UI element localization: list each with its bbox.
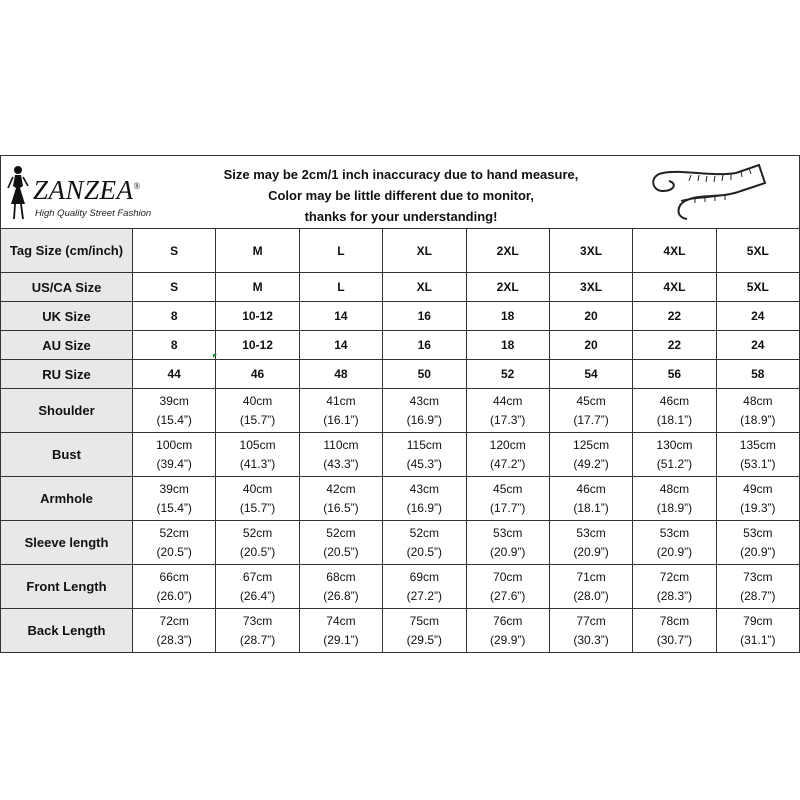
cm-value: 115cm [406, 437, 442, 452]
inch-value: (15.7”) [239, 500, 276, 515]
cm-value: 105cm [239, 437, 276, 452]
inch-value: (29.9”) [490, 632, 526, 647]
inch-value: (17.7”) [573, 412, 609, 427]
corner-mark [213, 354, 217, 358]
size-cell: 56 [633, 360, 716, 389]
inch-value: (28.3”) [656, 588, 693, 603]
size-cell: 14 [299, 302, 382, 331]
inch-value: (16.9”) [406, 500, 442, 515]
inch-value: (20.9”) [573, 544, 609, 559]
cm-value: 40cm [242, 481, 273, 496]
inch-value: (20.9”) [490, 544, 526, 559]
measurement-cell [133, 433, 216, 477]
inch-value: (20.5”) [406, 544, 442, 559]
inch-value: (29.1”) [323, 632, 359, 647]
row-label: Bust [1, 433, 133, 477]
inch-value: (30.7”) [656, 632, 693, 647]
cm-value: 72cm [159, 613, 189, 628]
measurement-cell [383, 389, 466, 433]
inch-value: (18.1”) [656, 412, 693, 427]
size-cell: S [133, 273, 216, 302]
measurement-cell [216, 521, 299, 565]
size-cell: L [299, 229, 382, 273]
cm-value: 73cm [743, 569, 773, 584]
size-cell: 10-12 [216, 302, 299, 331]
cm-value: 52cm [159, 525, 189, 540]
size-cell: 44 [133, 360, 216, 389]
notice-line: thanks for your understanding! [304, 209, 498, 224]
inch-value: (28.7”) [740, 588, 776, 603]
size-cell: XL [383, 273, 466, 302]
measurement-cell [633, 433, 716, 477]
measurement-cell [133, 521, 216, 565]
cm-value: 68cm [326, 569, 356, 584]
cm-value: 46cm [576, 481, 606, 496]
inch-value: (39.4”) [156, 456, 192, 471]
measurement-cell [299, 433, 382, 477]
cm-value: 77cm [576, 613, 606, 628]
measurement-cell [383, 565, 466, 609]
cm-value: 70cm [493, 569, 523, 584]
measurement-cell [716, 389, 799, 433]
cm-value: 39cm [159, 481, 189, 496]
cm-value: 67cm [242, 569, 273, 584]
brand-logo [5, 162, 175, 224]
cm-value: 73cm [242, 613, 273, 628]
measurement-cell [716, 609, 799, 653]
cm-value: 45cm [576, 393, 606, 408]
cm-value: 79cm [743, 613, 773, 628]
size-cell: 18 [466, 331, 549, 360]
inch-value: (53.1”) [740, 456, 776, 471]
measurement-cell [633, 477, 716, 521]
inch-value: (20.5”) [323, 544, 359, 559]
size-cell: 22 [633, 302, 716, 331]
cm-value: 75cm [409, 613, 439, 628]
size-row [1, 273, 800, 302]
cm-value: 45cm [493, 481, 523, 496]
size-cell: 22 [633, 331, 716, 360]
size-cell: 2XL [466, 273, 549, 302]
inch-value: (20.5”) [239, 544, 276, 559]
size-cell: 24 [716, 331, 799, 360]
measurement-cell [716, 433, 799, 477]
measurement-cell [216, 609, 299, 653]
cm-value: 100cm [156, 437, 193, 452]
measuring-tape-icon [641, 161, 771, 223]
measurement-cell [716, 521, 799, 565]
sizing-notice [181, 164, 621, 227]
inch-value: (26.8”) [323, 588, 359, 603]
size-cell: 54 [549, 360, 632, 389]
row-label: AU Size [1, 331, 133, 360]
inch-value: (47.2”) [490, 456, 526, 471]
size-cell: 14 [299, 331, 382, 360]
measurement-cell [133, 389, 216, 433]
size-cell: 16 [383, 331, 466, 360]
measurement-cell [299, 521, 382, 565]
measurement-cell [299, 565, 382, 609]
cm-value: 53cm [659, 525, 690, 540]
size-cell: 10-12 [216, 331, 299, 360]
cm-value: 74cm [326, 613, 356, 628]
inch-value: (16.1”) [323, 412, 359, 427]
cm-value: 78cm [659, 613, 690, 628]
inch-value: (51.2”) [656, 456, 693, 471]
cm-value: 46cm [659, 393, 690, 408]
cm-value: 52cm [409, 525, 439, 540]
brand-name: ZANZEA® [33, 175, 141, 205]
measurement-cell [299, 609, 382, 653]
row-label: Shoulder [1, 389, 133, 433]
measurement-cell [549, 433, 632, 477]
inch-value: (17.7”) [490, 500, 526, 515]
size-cell: 4XL [633, 229, 716, 273]
size-table [0, 228, 800, 653]
cm-value: 110cm [323, 437, 359, 452]
inch-value: (28.3”) [156, 632, 192, 647]
cm-value: 53cm [493, 525, 523, 540]
inch-value: (15.4”) [156, 500, 192, 515]
cm-value: 71cm [576, 569, 606, 584]
inch-value: (18.9”) [740, 412, 776, 427]
inch-value: (18.1”) [573, 500, 609, 515]
row-label: Sleeve length [1, 521, 133, 565]
size-cell: 20 [549, 302, 632, 331]
cm-value: 39cm [159, 393, 189, 408]
cm-value: 49cm [743, 481, 773, 496]
row-label: UK Size [1, 302, 133, 331]
measurement-cell [466, 609, 549, 653]
measurement-cell [549, 477, 632, 521]
woman-silhouette-icon [5, 164, 31, 222]
size-row [1, 331, 800, 360]
measurement-row [1, 565, 800, 609]
cm-value: 66cm [159, 569, 189, 584]
measurement-cell [299, 477, 382, 521]
inch-value: (20.9”) [656, 544, 693, 559]
measurement-cell [466, 521, 549, 565]
size-cell: 46 [216, 360, 299, 389]
measurement-cell [466, 433, 549, 477]
measurement-cell [466, 389, 549, 433]
measurement-row [1, 609, 800, 653]
measurement-cell [133, 565, 216, 609]
cm-value: 53cm [743, 525, 773, 540]
inch-value: (16.5”) [323, 500, 359, 515]
cm-value: 76cm [493, 613, 523, 628]
size-cell: 24 [716, 302, 799, 331]
inch-value: (27.6”) [490, 588, 526, 603]
measurement-cell [549, 609, 632, 653]
cm-value: 48cm [743, 393, 773, 408]
inch-value: (49.2”) [573, 456, 609, 471]
size-cell: 48 [299, 360, 382, 389]
size-cell: 50 [383, 360, 466, 389]
inch-value: (15.7”) [239, 412, 276, 427]
measurement-cell [549, 521, 632, 565]
measurement-cell [466, 565, 549, 609]
measurement-cell [216, 433, 299, 477]
inch-value: (45.3”) [406, 456, 442, 471]
measurement-cell [633, 565, 716, 609]
row-label: US/CA Size [1, 273, 133, 302]
row-label: Armhole [1, 477, 133, 521]
cm-value: 42cm [326, 481, 356, 496]
measurement-cell [133, 609, 216, 653]
size-cell: 5XL [716, 273, 799, 302]
measurement-row [1, 389, 800, 433]
size-cell: S [133, 229, 216, 273]
cm-value: 52cm [242, 525, 273, 540]
inch-value: (30.3”) [573, 632, 609, 647]
inch-value: (18.9”) [656, 500, 693, 515]
size-cell: 2XL [466, 229, 549, 273]
measurement-cell [716, 477, 799, 521]
measurement-cell [716, 565, 799, 609]
inch-value: (20.9”) [740, 544, 776, 559]
row-label: Front Length [1, 565, 133, 609]
size-cell: 8 [133, 331, 216, 360]
inch-value: (28.7”) [239, 632, 276, 647]
size-chart [0, 155, 800, 653]
size-cell: 3XL [549, 229, 632, 273]
cm-value: 135cm [739, 437, 776, 452]
cm-value: 125cm [573, 437, 610, 452]
inch-value: (43.3”) [323, 456, 359, 471]
measurement-cell [216, 477, 299, 521]
inch-value: (28.0”) [573, 588, 609, 603]
cm-value: 120cm [489, 437, 526, 452]
size-cell: 5XL [716, 229, 799, 273]
measurement-cell [549, 389, 632, 433]
size-cell: 8 [133, 302, 216, 331]
row-label: RU Size [1, 360, 133, 389]
size-cell: 3XL [549, 273, 632, 302]
measurement-cell [466, 477, 549, 521]
cm-value: 69cm [409, 569, 439, 584]
inch-value: (29.5”) [406, 632, 442, 647]
measurement-cell [383, 433, 466, 477]
measurement-cell [633, 609, 716, 653]
size-cell: M [216, 229, 299, 273]
inch-value: (19.3”) [740, 500, 776, 515]
cm-value: 52cm [326, 525, 356, 540]
size-cell: XL [383, 229, 466, 273]
cm-value: 43cm [409, 481, 439, 496]
inch-value: (26.0”) [156, 588, 192, 603]
measurement-cell [383, 521, 466, 565]
measurement-cell [633, 521, 716, 565]
measurement-row [1, 477, 800, 521]
measurement-cell [549, 565, 632, 609]
cm-value: 40cm [242, 393, 273, 408]
notice-line: Size may be 2cm/1 inch inaccuracy due to hand measure, [223, 167, 579, 182]
cm-value: 43cm [409, 393, 439, 408]
notice-line: Color may be little different due to monitor, [268, 188, 534, 203]
row-label: Back Length [1, 609, 133, 653]
measurement-row [1, 521, 800, 565]
measurement-cell [299, 389, 382, 433]
inch-value: (17.3”) [490, 412, 526, 427]
cm-value: 130cm [656, 437, 693, 452]
size-cell: M [216, 273, 299, 302]
row-label: Tag Size (cm/inch) [1, 229, 133, 273]
inch-value: (27.2”) [406, 588, 442, 603]
measurement-cell [633, 389, 716, 433]
cm-value: 72cm [659, 569, 690, 584]
size-row [1, 229, 800, 273]
measurement-cell [216, 565, 299, 609]
inch-value: (26.4”) [239, 588, 276, 603]
chart-header [0, 155, 800, 228]
measurement-cell [216, 389, 299, 433]
size-cell: 58 [716, 360, 799, 389]
size-cell: L [299, 273, 382, 302]
cm-value: 41cm [326, 393, 356, 408]
size-row [1, 302, 800, 331]
size-cell: 16 [383, 302, 466, 331]
measurement-cell [133, 477, 216, 521]
inch-value: (41.3”) [239, 456, 276, 471]
inch-value: (20.5”) [156, 544, 192, 559]
inch-value: (15.4”) [156, 412, 192, 427]
brand-tagline: High Quality Street Fashion [35, 208, 152, 219]
measurement-row [1, 433, 800, 477]
cm-value: 48cm [659, 481, 690, 496]
size-cell: 4XL [633, 273, 716, 302]
cm-value: 44cm [493, 393, 523, 408]
size-row [1, 360, 800, 389]
size-cell: 18 [466, 302, 549, 331]
inch-value: (31.1”) [740, 632, 776, 647]
cm-value: 53cm [576, 525, 606, 540]
measurement-cell [383, 609, 466, 653]
size-cell: 20 [549, 331, 632, 360]
size-cell: 52 [466, 360, 549, 389]
measurement-cell [383, 477, 466, 521]
inch-value: (16.9”) [406, 412, 442, 427]
